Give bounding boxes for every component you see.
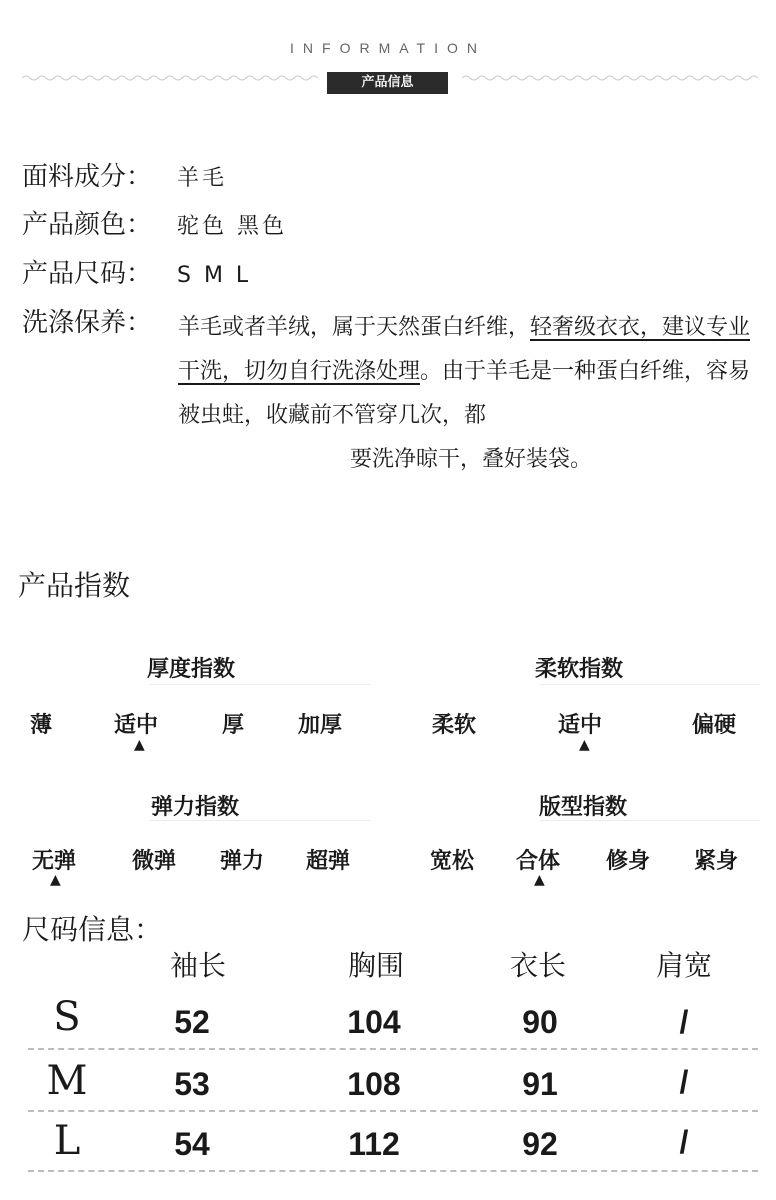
decorative-wave-left: [22, 74, 318, 82]
column-header-length: 衣长: [509, 949, 566, 982]
material-value: 羊毛: [177, 166, 228, 191]
thickness-option: 适中: [114, 713, 159, 738]
care-text-last-line: 要洗净晾干，叠好装袋。: [349, 447, 592, 472]
elasticity-option: 微弹: [132, 849, 177, 874]
fit-option: 修身: [606, 849, 651, 874]
softness-index-title: 柔软指数: [534, 657, 623, 682]
elasticity-divider: [150, 820, 370, 821]
thickness-option: 厚: [222, 713, 245, 738]
size-info-title: 尺码信息：: [22, 913, 163, 946]
care-label: 洗涤保养：: [22, 308, 153, 338]
fit-index-title: 版型指数: [538, 795, 627, 820]
table-cell: 52: [174, 1004, 210, 1040]
size-row: [22, 257, 251, 293]
table-cell: 53: [174, 1066, 210, 1102]
table-cell: 92: [522, 1126, 558, 1162]
table-cell: 112: [348, 1126, 400, 1162]
table-row-size: M: [46, 1058, 88, 1104]
softness-selected-marker: ▲: [579, 737, 590, 753]
column-header-sleeve: 袖长: [169, 949, 226, 982]
thickness-selected-marker: ▲: [134, 737, 145, 753]
elasticity-selected-marker: ▲: [50, 872, 61, 888]
care-text-underlined: 轻奢级衣衣，建议专业干洗，切勿自行洗涤处理: [178, 315, 751, 384]
softness-option: 偏硬: [692, 713, 737, 738]
color-label: 产品颜色：: [22, 210, 153, 240]
color-value: 驼色 黑色: [177, 214, 287, 239]
table-cell: 104: [347, 1004, 401, 1040]
row-divider: [28, 1170, 758, 1172]
thickness-option: 加厚: [298, 713, 343, 738]
size-label: 产品尺码：: [22, 259, 153, 289]
care-text: [178, 306, 764, 482]
column-header-shoulder: 肩宽: [655, 949, 712, 982]
decorative-wave-right: [462, 74, 758, 82]
header-english-title: INFORMATION: [290, 40, 486, 56]
table-cell: 54: [174, 1126, 210, 1162]
softness-option: 柔软: [432, 713, 477, 738]
row-divider: [28, 1110, 758, 1112]
thickness-divider: [150, 684, 370, 685]
thickness-index-title: 厚度指数: [146, 657, 235, 682]
table-cell: 91: [522, 1066, 558, 1102]
table-cell: /: [679, 1064, 689, 1100]
table-cell: 90: [522, 1004, 558, 1040]
care-text-part1: 羊毛或者羊绒，属于天然蛋白纤维，: [178, 315, 531, 340]
product-index-title: 产品指数: [18, 569, 131, 602]
table-row-size: S: [53, 994, 81, 1040]
fit-divider: [540, 820, 760, 821]
row-divider: [28, 1048, 758, 1050]
header-chinese-title: 产品信息: [327, 72, 448, 94]
material-row: [22, 160, 227, 196]
softness-option: 适中: [558, 713, 603, 738]
fit-option: 合体: [516, 849, 561, 874]
material-label: 面料成分：: [22, 162, 153, 192]
care-text-part3: 。由于羊毛是一种蛋白纤维，容易被虫蛀，收藏前不管穿几次，都: [178, 359, 751, 428]
table-row-size: L: [53, 1118, 81, 1164]
table-cell: 108: [347, 1066, 401, 1102]
elasticity-option: 超弹: [306, 849, 351, 874]
elasticity-option: 弹力: [220, 849, 265, 874]
thickness-option: 薄: [30, 713, 53, 738]
table-cell: /: [679, 1004, 689, 1040]
column-header-chest: 胸围: [347, 949, 404, 982]
color-row: [22, 208, 287, 244]
softness-divider: [540, 684, 760, 685]
elasticity-option: 无弹: [32, 849, 77, 874]
table-cell: /: [679, 1124, 689, 1160]
fit-selected-marker: ▲: [534, 872, 545, 888]
size-value: S M L: [177, 263, 252, 288]
fit-option: 宽松: [430, 849, 475, 874]
elasticity-index-title: 弹力指数: [150, 795, 239, 820]
fit-option: 紧身: [694, 849, 739, 874]
